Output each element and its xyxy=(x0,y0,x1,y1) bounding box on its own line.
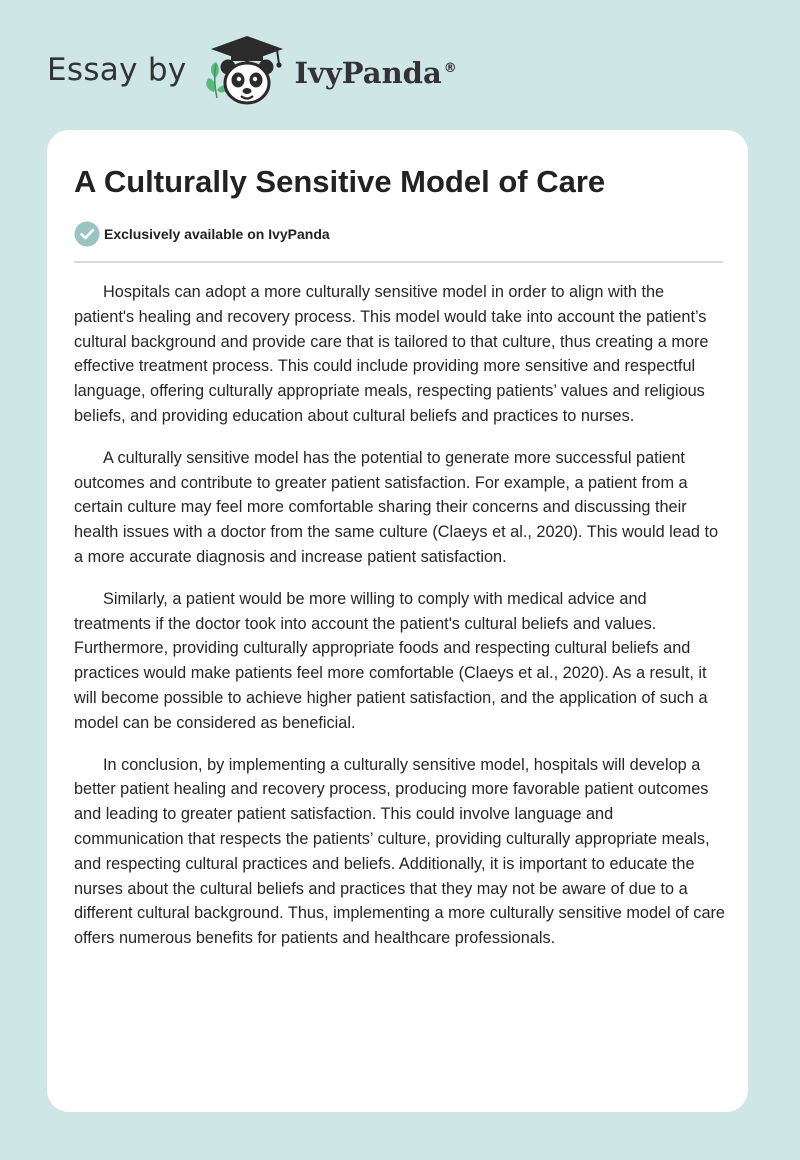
essay-card xyxy=(47,130,748,1112)
ivypanda-wordmark[interactable] xyxy=(295,56,457,90)
exclusive-badge xyxy=(74,221,330,247)
essay-by-label: Essay by xyxy=(47,52,187,88)
site-header xyxy=(47,34,457,110)
paragraph-3: Similarly, a patient would be more willing to comply with medical advice and treatments if the doctor took into account the patient's cultural beliefs and values. Furthermore, providing culturally appropriate foods and respecting cultural beliefs and practices would make patients feel more comfortable (Claeys et al., 2020). As a result, it will become possible to achieve higher patient satisfaction, and the application of such a model can be considered as beneficial. xyxy=(74,589,708,732)
check-circle-icon xyxy=(74,221,100,247)
paragraph-2: A culturally sensitive model has the potential to generate more successful patient outcomes and contribute to greater patient satisfaction. For example, a patient from a certain culture may feel more comfortable sharing their concerns and discussing their health issues with a doctor from the same culture (Claeys et al., 2020). This would lead to a more accurate diagnosis and increase patient satisfaction. xyxy=(74,448,719,566)
registered-mark: ® xyxy=(443,61,457,77)
paragraph-1: Hospitals can adopt a more culturally sensitive model in order to align with the patient's healing and recovery process. This model would take into account the patient’s cultural background and provide care that is tailored to that culture, thus creating a more effective treatment process. This could include providing more sensitive and respectful language, offering culturally appropriate meals, respecting patients’ values and religious beliefs, and providing education about cultural beliefs and practices to nurses. xyxy=(74,283,709,425)
essay-body xyxy=(74,280,726,968)
title-divider xyxy=(74,261,723,263)
paragraph-4: In conclusion, by implementing a culturally sensitive model, hospitals will develop a better patient healing and recovery process, producing more favorable patient outcomes and leading to greater patient satisfaction. This could involve language and communication that respects the patients’ culture, providing culturally appropriate meals, and respecting cultural practices and beliefs. Additionally, it is important to educate the nurses about the cultural beliefs and practices that they may not be aware of due to a different cultural background. Thus, implementing a more culturally sensitive model of care offers numerous benefits for patients and healthcare professionals. xyxy=(74,755,725,948)
exclusive-badge-text: Exclusively available on IvyPanda xyxy=(104,226,330,242)
brand-name-text: IvyPanda xyxy=(294,56,442,90)
panda-graduate-icon[interactable] xyxy=(201,34,293,110)
page-title: A Culturally Sensitive Model of Care xyxy=(74,164,606,199)
